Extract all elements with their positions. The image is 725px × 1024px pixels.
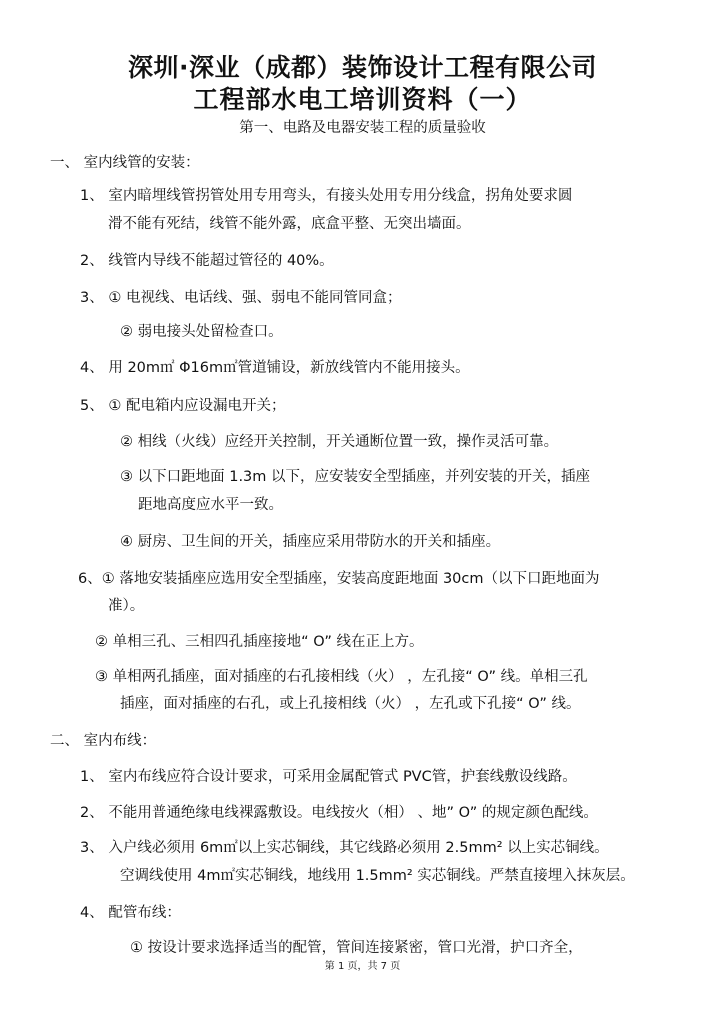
- paragraph-line: ③ 以下口距地面 1.3m 以下，应安装安全型插座，并列安装的开关，插座: [120, 469, 591, 485]
- paragraph-line: 准）。: [108, 598, 145, 614]
- paragraph-line: 2、 不能用普通绝缘电线裸露敷设。电线按火（相） 、地” O” 的规定颜色配线。: [80, 805, 598, 821]
- paragraph-line: 空调线使用 4m㎡实芯铜线，地线用 1.5mm² 实芯铜线。严禁直接埋入抹灰层。: [120, 868, 635, 884]
- paragraph-line: 6、① 落地安装插座应选用安全型插座，安装高度距地面 30cm（以下口距地面为: [78, 571, 600, 587]
- section-subtitle: 第一、电路及电器安装工程的质量验收: [239, 120, 486, 136]
- paragraph-line: ② 相线（火线）应经开关控制，开关通断位置一致，操作灵活可靠。: [120, 434, 559, 450]
- paragraph-line: ③ 单相两孔插座，面对插座的右孔接相线（火） ，左孔接“ O” 线。单相三孔: [95, 669, 588, 685]
- paragraph-line: 距地高度应水平一致。: [138, 497, 283, 513]
- paragraph-line: 滑不能有死结，线管不能外露，底盒平整、无突出墙面。: [108, 216, 471, 232]
- page-footer: 第 1 页，共 7 页: [324, 961, 401, 972]
- paragraph-line: 1、 室内布线应符合设计要求，可采用金属配管式 PVC管，护套线敷设线路。: [80, 769, 577, 785]
- paragraph-line: ④ 厨房、卫生间的开关，插座应采用带防水的开关和插座。: [120, 534, 501, 550]
- paragraph-line: 4、 配管布线：: [80, 905, 181, 921]
- paragraph-line: ① 按设计要求选择适当的配管，管间连接紧密，管口光滑，护口齐全，: [130, 940, 583, 956]
- paragraph-line: 2、 线管内导线不能超过管径的 40%。: [80, 253, 334, 269]
- section-heading-1: 一、 室内线管的安装：: [50, 155, 200, 171]
- document-title: 工程部水电工培训资料（一）: [193, 85, 532, 114]
- section-heading-2: 二、 室内布线：: [50, 733, 157, 749]
- paragraph-line: 3、 入户线必须用 6m㎡以上实芯铜线，其它线路必须用 2.5mm² 以上实芯铜线。: [80, 840, 609, 856]
- paragraph-line: 4、 用 20m㎡ Φ16m㎡管道铺设，新放线管内不能用接头。: [80, 360, 470, 376]
- paragraph-line: 5、 ① 配电箱内应设漏电开关；: [80, 398, 286, 414]
- paragraph-line: ② 弱电接头处留检查口。: [120, 324, 283, 340]
- company-title: 深圳·深业（成都）装饰设计工程有限公司: [128, 53, 597, 82]
- paragraph-line: 插座，面对插座的右孔，或上孔接相线（火） ，左孔或下孔接“ O” 线。: [120, 696, 581, 712]
- paragraph-line: 3、 ① 电视线、电话线、强、弱电不能同管同盒；: [80, 290, 402, 306]
- paragraph-line: 1、 室内暗埋线管拐管处用专用弯头，有接头处用专用分线盒，拐角处要求圆: [80, 188, 573, 204]
- paragraph-line: ② 单相三孔、三相四孔插座接地“ O” 线在正上方。: [95, 634, 424, 650]
